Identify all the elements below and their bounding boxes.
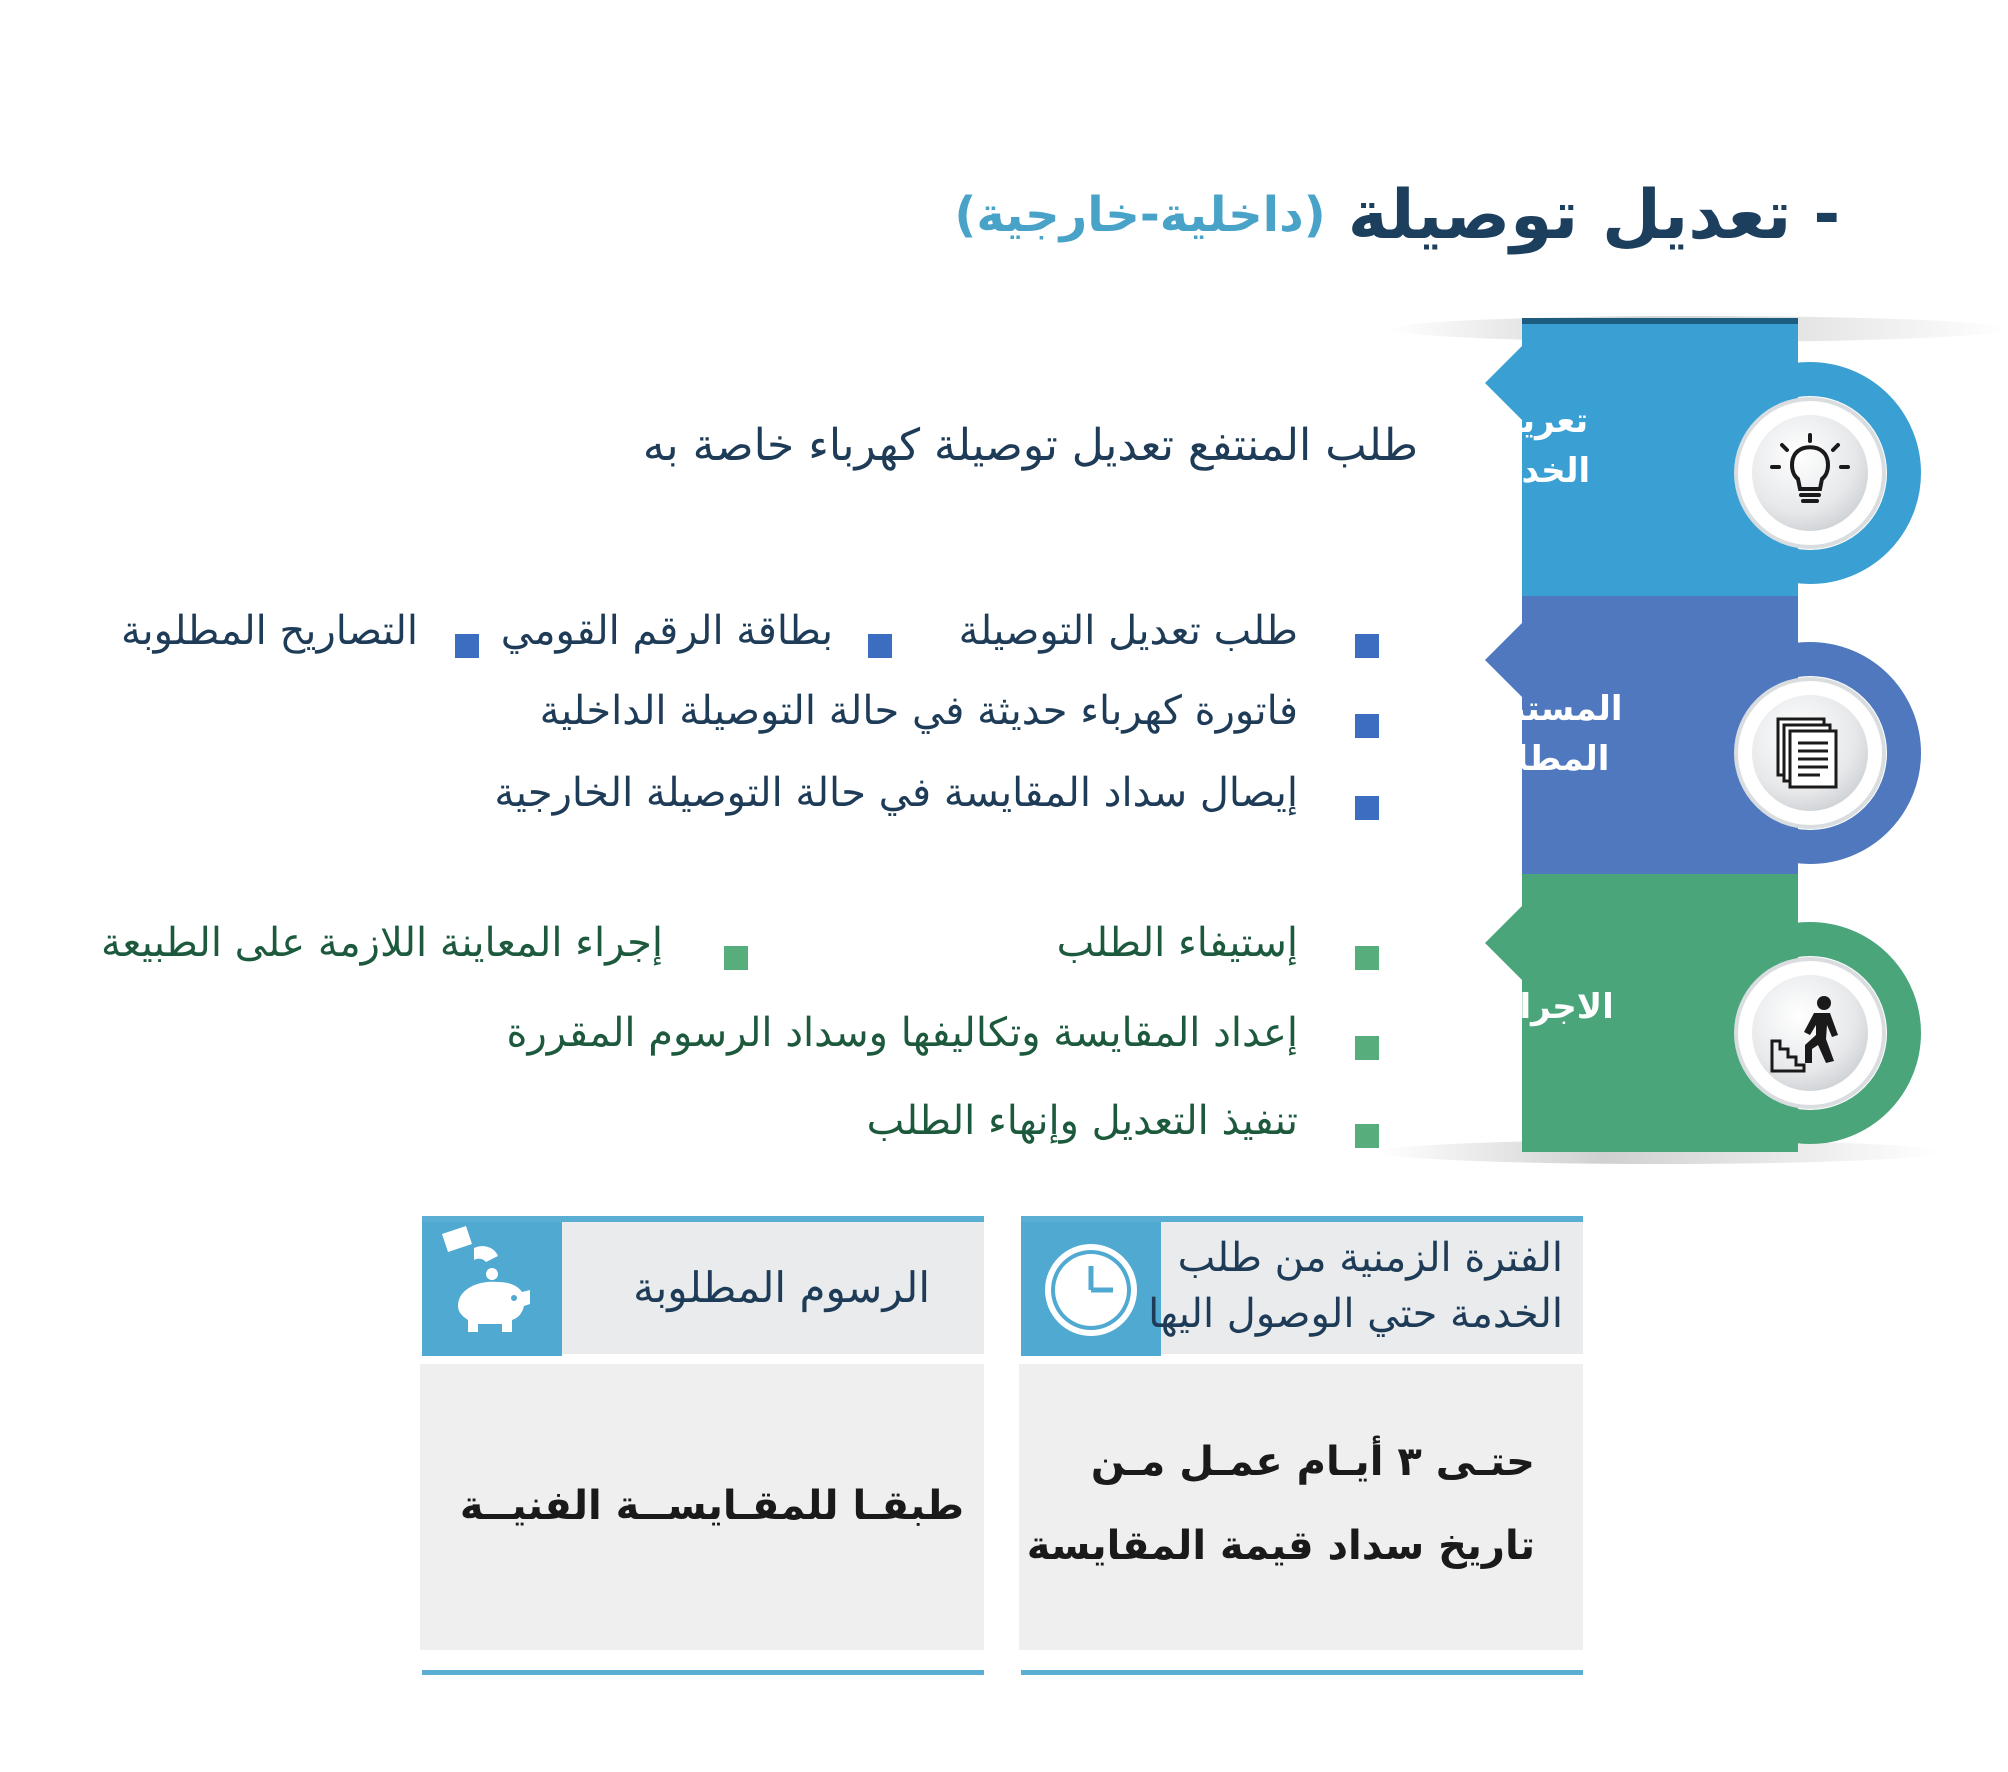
fees-box-value: طبقـا للمقـايســة الفنيــة [459,1483,964,1529]
documents-icon [1752,695,1868,811]
documents-label: المستندات المطلوبة [1447,689,1623,779]
duration-box-title [1148,1230,1563,1342]
title-dash: - [1813,178,1840,252]
procedures-notch [1485,905,1523,981]
documents-notch [1485,622,1523,698]
proc-item-4: تنفيذ التعديل وإنهاء الطلب [866,1098,1298,1144]
doc-item-3: التصاريح المطلوبة [121,608,418,654]
title-subtitle: (داخلية-خارجية) [954,187,1326,243]
doc-item-2: بطاقة الرقم القومي [500,608,833,654]
proc-bullet-3 [1355,1036,1379,1060]
doc-bullet-5 [1355,796,1379,820]
definition-ring [1699,362,1921,584]
proc-item-3: إعداد المقايسة وتكاليفها وسداد الرسوم المقررة [506,1010,1298,1056]
duration-box-body [1019,1364,1583,1650]
stairs-climb-icon [1752,975,1868,1091]
duration-value-line1: حتـى ٣ أيـام عمـل مـن [1090,1439,1535,1485]
duration-title-line1: الفترة الزمنية من طلب [1177,1235,1563,1281]
fees-box-underline [422,1670,984,1675]
lightbulb-icon [1752,415,1868,531]
piggy-bank-icon [422,1222,562,1356]
duration-box-header [1021,1216,1583,1354]
doc-bullet-1 [1355,634,1379,658]
doc-item-4: فاتورة كهرباء حديثة في حالة التوصيلة الداخلية [539,688,1298,734]
proc-item-1: إستيفاء الطلب [1056,920,1298,966]
doc-bullet-2 [868,634,892,658]
procedures-label: الاجراءات [1456,987,1614,1027]
duration-box-value [1027,1420,1535,1588]
definition-text: طلب المنتفع تعديل توصيلة كهرباء خاصة به [642,420,1418,471]
doc-bullet-4 [1355,714,1379,738]
fees-box-header [422,1216,984,1354]
proc-item-2: إجراء المعاينة اللازمة على الطبيعة [100,920,663,966]
proc-bullet-1 [1355,946,1379,970]
doc-item-1: طلب تعديل التوصيلة [958,608,1298,654]
page-title [954,170,1840,260]
definition-notch [1485,345,1523,421]
definition-label: تعريف الخدمة [1479,401,1591,491]
documents-ring [1699,642,1921,864]
fees-box-title: الرسوم المطلوبة [633,1263,930,1312]
proc-bullet-4 [1355,1124,1379,1148]
doc-bullet-3 [455,634,479,658]
title-main: تعديل توصيلة [1347,175,1792,255]
doc-item-5: إيصال سداد المقايسة في حالة التوصيلة الخارجية [494,770,1298,816]
procedures-ring [1699,922,1921,1144]
fees-box-body [420,1364,984,1650]
duration-title-line2: الخدمة حتي الوصول اليها [1148,1291,1563,1337]
duration-value-line2: تاريخ سداد قيمة المقايسة [1026,1523,1535,1569]
clock-icon [1021,1222,1161,1356]
duration-box-underline [1021,1670,1583,1675]
proc-bullet-2 [724,946,748,970]
